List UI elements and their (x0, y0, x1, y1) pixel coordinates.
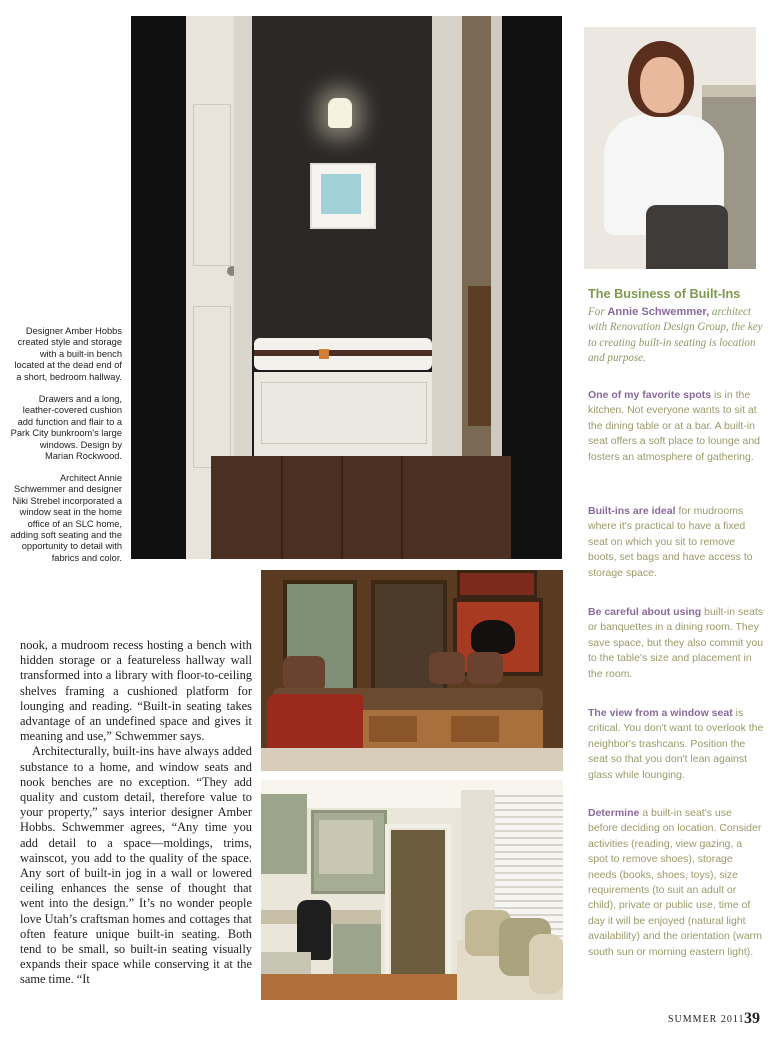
sidebar-tip-lead: One of my favorite spots (588, 389, 712, 401)
caption-hallway: Designer Amber Hobbs created style and storage with a built-in bench located at the dead end of a short, bedroom hallway. (14, 326, 122, 382)
issue-label: SUMMER 2011 (668, 1014, 745, 1025)
bench-drawer (451, 716, 499, 742)
dark-door (502, 16, 562, 559)
home-office-window-seat-photo (261, 780, 563, 1000)
sidebar-tip (588, 504, 764, 581)
bench-drawer (369, 716, 417, 742)
door-frame (432, 16, 462, 476)
sidebar-tip (588, 388, 764, 465)
cushion-stripe-accent (319, 349, 329, 359)
pillow (529, 934, 563, 994)
hallway-bench-photo (131, 16, 562, 559)
floor-plank-line (341, 456, 343, 559)
desk-drawers (333, 924, 381, 974)
door-panel (193, 104, 231, 266)
sidebar-tip-text: is critical. You don't want to overlook the neighbor's trashcans. Position the seat so that you don't lean against glass while lounging. (588, 707, 764, 781)
wood-floor (261, 974, 461, 1000)
wall-sconce (328, 98, 352, 128)
framed-picture-art (321, 174, 361, 214)
sidebar-tip (588, 706, 764, 783)
body-paragraph: Architecturally, built-ins have always added substance to a home, and window seats and nook benches are no exception. “They add quality and custom detail, therefore value to your property,” says interior designer Amber Hobbs. Schwemmer agrees, “Any time you add detail to a space—moldings, trims, wainscot, you add to the quality of the space. Any sort of built-in jog in a wall or lowered ceiling enhances the sense of thought that went into the design.” It’s no wonder people love Utah’s craftsman homes and cottages that often feature unique built-in seating. Both tend to be small, so built-in seating visually expands their space while conserving it at the same time. “It (20, 744, 252, 987)
carpet (261, 748, 563, 771)
portrait-photo (584, 27, 756, 269)
wood-floor (211, 456, 511, 559)
sidebar-business-of-built-ins (588, 287, 764, 366)
body-paragraph: nook, a mudroom recess hosting a bench with hidden storage or a featureless hallway wall transformed into a library with floor-to-ceiling shelves framing a cushioned platform for lounging and reading. “Built-in seating takes advantage of an undefined space and gives it meaning and use,” Schwemmer says. (20, 638, 252, 744)
sidebar-tip-lead: Built-ins are ideal (588, 505, 676, 517)
doorway-frame (385, 824, 451, 984)
sidebar-tip-lead: The view from a window seat (588, 707, 733, 719)
bookshelf-interior (319, 820, 373, 874)
pillow (467, 652, 503, 684)
office-chair (297, 900, 331, 960)
upper-cabinet (261, 794, 307, 874)
page-number: 39 (744, 1010, 760, 1027)
sidebar-intro (588, 305, 764, 366)
sidebar-intro-name: Annie Schwemmer, (607, 306, 710, 318)
wall-art (457, 570, 537, 598)
sidebar-tip-lead: Be careful about using (588, 606, 702, 618)
sidebar-tip-lead: Determine (588, 807, 640, 819)
sidebar-tip (588, 605, 764, 682)
sidebar-tip-text: for mudrooms where it's practical to have a fixed seat on which you sit to remove boots, set bags and have access to storage space. (588, 505, 753, 579)
sidebar-tip-text: a built-in seat's use before deciding on location. Consider activities (reading, view gazing, a spot to remove shoes), storage needs (books, shoes, toys), size requirements (to suit an adult or child), private or public use, time of day it will be enjoyed (natural light availability) and the orientation (warm south sun or morning eastern light). (588, 807, 762, 958)
sidebar-tip-text: built-in seats or banquettes in a dining room. They save space, but they also commit you to the table's size and placement in the room. (588, 606, 764, 680)
bunkroom-window-seat-photo (261, 570, 563, 771)
bench-drawer (261, 382, 427, 444)
floor-plank-line (401, 456, 403, 559)
bear-figure (471, 620, 515, 654)
article-body (20, 638, 252, 988)
sidebar-intro-text: architect with Renovation Design Group, the key to creating built-in seating is location and purpose. (588, 306, 763, 364)
sidebar-tip-text: is in the kitchen. Not everyone wants to sit at the dining table or at a bar. A built-in seat offers a soft place to lounge and fosters an atmosphere of gathering. (588, 389, 761, 463)
floor-plank-line (281, 456, 283, 559)
stone-cap (702, 85, 756, 97)
dark-pants (646, 205, 728, 269)
caption-home-office: Architect Annie Schwemmer and designer Niki Strebel incorporated a window seat in the home office of an SLC home, adding soft seating and the opportunity to detail with fabrics and color. (10, 473, 122, 563)
door-panel (193, 306, 231, 468)
sidebar-intro-prefix: For (588, 306, 608, 318)
pillow (283, 656, 325, 692)
face (640, 57, 684, 113)
sidebar-tip (588, 806, 764, 960)
pillow (429, 652, 465, 684)
door-frame (234, 16, 252, 476)
cushion-stripe (254, 350, 432, 356)
caption-bunkroom: Drawers and a long, leather-covered cushion add function and flair to a Park City bunkroom's large windows. Design by Marian Rockwood. (10, 394, 122, 462)
sidebar-title: The Business of Built-Ins (588, 287, 741, 301)
dark-door (131, 16, 186, 559)
